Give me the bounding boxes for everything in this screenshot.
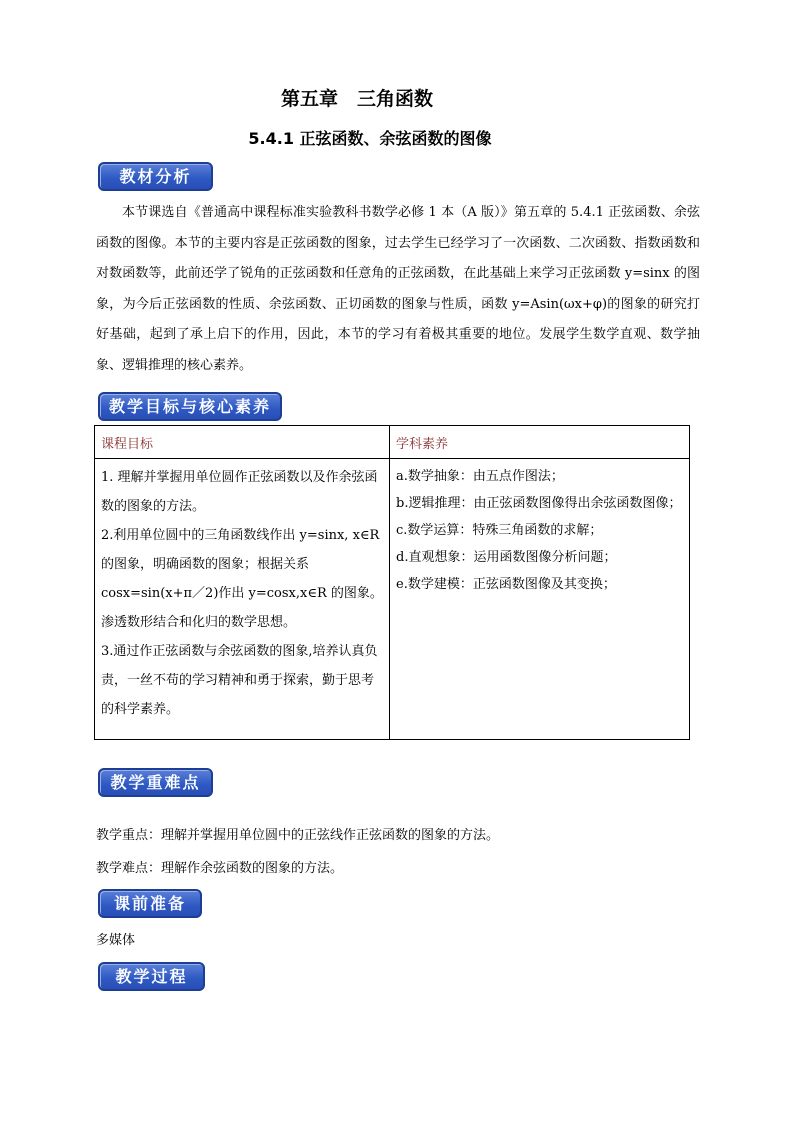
badge-teaching-process: 教学过程 bbox=[98, 962, 205, 991]
teaching-difficulty: 教学难点：理解作余弦函数的图象的方法。 bbox=[96, 861, 344, 876]
literacy-cell bbox=[390, 459, 690, 740]
badge-key-points: 教学重难点 bbox=[98, 768, 213, 797]
analysis-text: 本节课选自《普通高中课程标准实验教科书数学必修 1 本（A 版）》第五章的 5.4.1 正弦函数、余弦函数的图像。本节的主要内容是正弦函数的图象，过去学生已经学习了一次函数、二次函数、指数函数和对数函数等，此前还学了锐角的正弦函数和任意角的正弦函数，在此基础上来学习正弦函数 y=sinx 的图象，为今后正弦函数的性质、余弦函数、正切函数的图象与性质，函数 y=Asin(ωx+φ)的图象的研究打好基础，起到了承上启下的作用，因此，本节的学习有着极其重要的地位。发展学生数学直观、数学抽象、逻辑推理的核心素养。 bbox=[96, 205, 700, 373]
literacy-item: c.数学运算：特殊三角函数的求解； bbox=[396, 523, 603, 538]
badge-preparation: 课前准备 bbox=[98, 889, 202, 918]
goal-item: 1. 理解并掌握用单位圆作正弦函数以及作余弦函数的图象的方法。 bbox=[101, 470, 378, 514]
header-subject-literacy: 学科素养 bbox=[390, 426, 690, 459]
badge-textbook-analysis: 教材分析 bbox=[98, 162, 213, 191]
table-body-row bbox=[95, 459, 690, 740]
goal-item: 3.通过作正弦函数与余弦函数的图象,培养认真负责，一丝不苟的学习精神和勇于探索，勤于思考的科学素养。 bbox=[101, 644, 378, 717]
objectives-table bbox=[94, 425, 690, 740]
chapter-title: 第五章 三角函数 bbox=[280, 88, 433, 110]
course-goals-cell bbox=[95, 459, 390, 740]
teaching-focus: 教学重点：理解并掌握用单位圆中的正弦线作正弦函数的图象的方法。 bbox=[96, 828, 500, 843]
literacy-item: e.数学建模：正弦函数图像及其变换； bbox=[396, 577, 616, 592]
literacy-item: b.逻辑推理：由正弦函数图像得出余弦函数图像； bbox=[396, 496, 682, 511]
header-course-goals: 课程目标 bbox=[95, 426, 390, 459]
table-header-row bbox=[95, 426, 690, 459]
literacy-item: a.数学抽象：由五点作图法； bbox=[396, 469, 564, 484]
section-title: 5.4.1 正弦函数、余弦函数的图像 bbox=[248, 129, 492, 148]
badge-objectives: 教学目标与核心素养 bbox=[98, 392, 282, 421]
literacy-item: d.直观想象：运用函数图像分析问题； bbox=[396, 550, 617, 565]
preparation-text: 多媒体 bbox=[96, 933, 136, 948]
goal-item: 2.利用单位圆中的三角函数线作出 y=sinx, x∈R 的图象，明确函数的图象；根据关系 cosx=sin(x+π／2)作出 y=cosx,x∈R 的图象。渗透数形结合和化归的数学思想。 bbox=[101, 528, 383, 630]
analysis-paragraph bbox=[96, 198, 700, 381]
